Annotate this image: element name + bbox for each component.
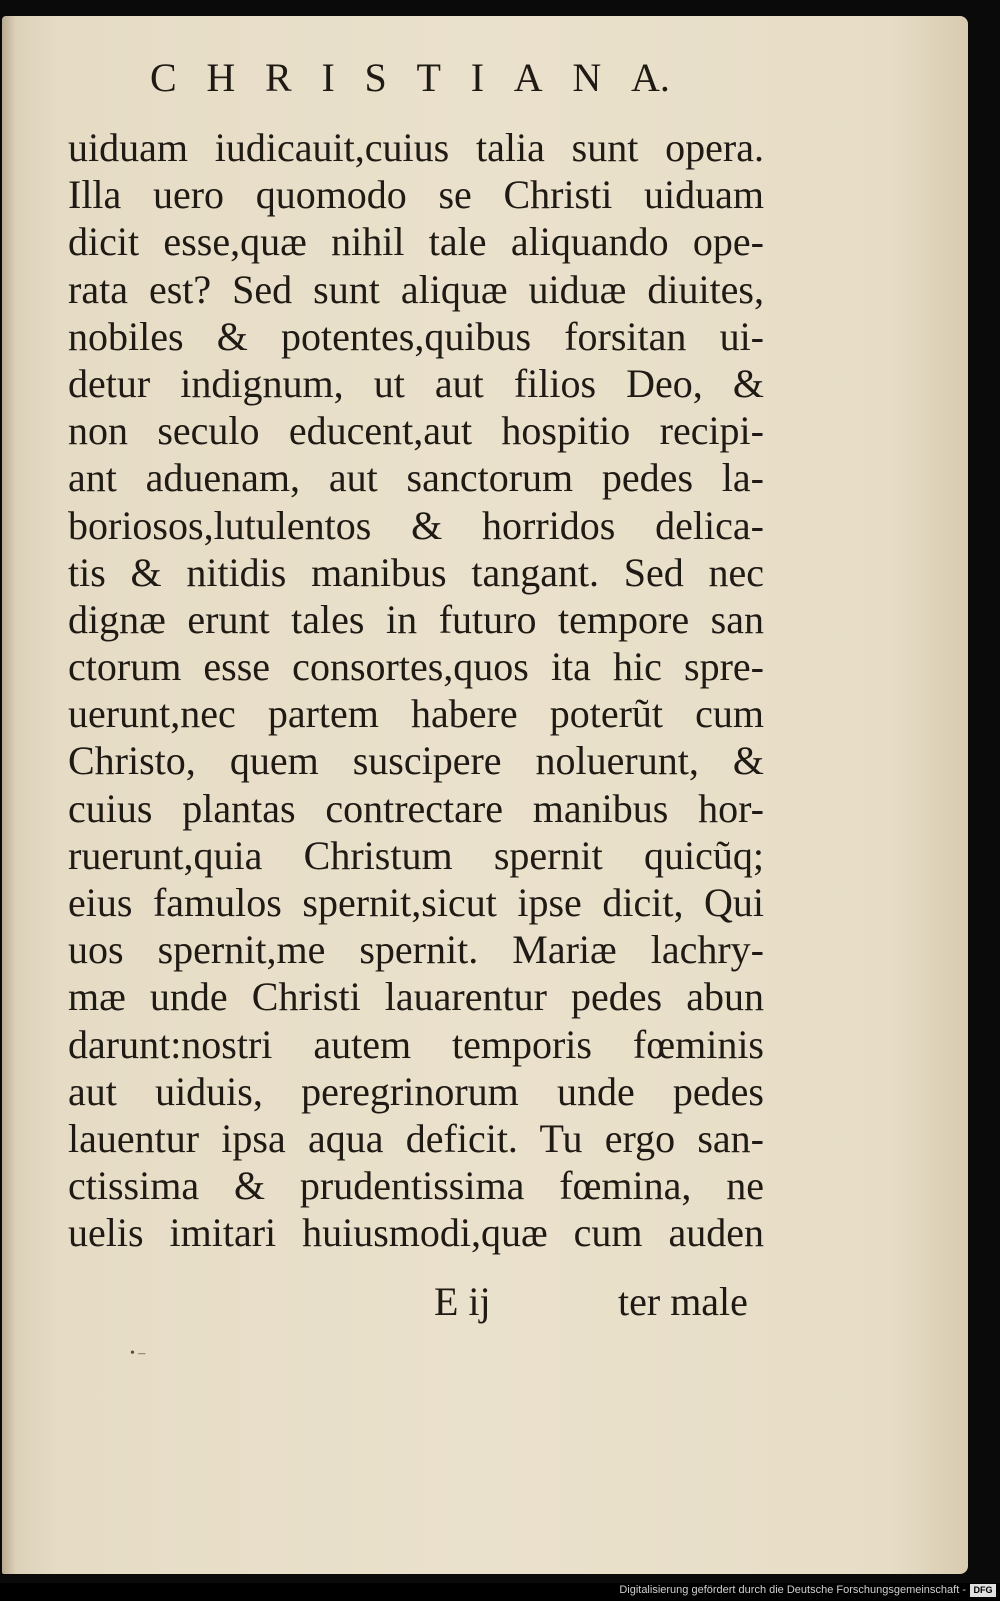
running-head-letter: A. xyxy=(631,55,670,100)
running-head-letter: C xyxy=(150,55,177,100)
running-head-letter: T xyxy=(416,55,441,100)
text-line: eius famulos spernit,sicut ipse dicit, Qui xyxy=(68,880,764,925)
text-line: darunt:nostri autem temporis fœminis xyxy=(68,1021,764,1067)
text-line: uos spernit,me spernit. Mariæ lachry- xyxy=(68,927,764,973)
running-head-letter: R xyxy=(265,55,292,100)
text-line: uelis imitari huiusmodi,quæ cum auden xyxy=(68,1210,764,1256)
text-line: lauentur ipsa aqua deficit. Tu ergo san- xyxy=(68,1115,764,1161)
text-line: nobiles & potentes,quibus forsitan ui- xyxy=(68,313,764,359)
running-head-letter: A xyxy=(513,55,543,100)
catch-line xyxy=(2,1278,1000,1328)
text-line: dicit esse,quæ nihil tale aliquando ope- xyxy=(68,219,764,265)
text-line: boriosos,lutulentos & horridos delica- xyxy=(68,502,764,548)
book-page xyxy=(2,16,968,1574)
text-line: Christo, quem suscipere noluerunt, & xyxy=(68,738,764,784)
text-line: Illa uero quomodo se Christi uiduam xyxy=(68,172,764,218)
running-head-letter: H xyxy=(206,55,236,100)
page-gutter-shadow xyxy=(2,16,16,1574)
text-line: uerunt,nec partem habere poterũt cum xyxy=(68,691,764,737)
running-head-letter: S xyxy=(364,55,387,100)
running-head xyxy=(150,54,670,101)
running-head-letter: I xyxy=(470,55,485,100)
digitization-credit: Digitalisierung gefördert durch die Deutsche Forschungsgemeinschaft - xyxy=(619,1584,966,1596)
text-line: detur indignum, ut aut filios Deo, & xyxy=(68,360,764,406)
text-line: dignæ erunt tales in futuro tempore san xyxy=(68,596,764,642)
text-line: non seculo educent,aut hospitio recipi- xyxy=(68,408,764,454)
text-line: tis & nitidis manibus tangant. Sed nec xyxy=(68,549,764,595)
signature-mark: E ij xyxy=(434,1279,491,1324)
text-line: ctissima & prudentissima fœmina, ne xyxy=(68,1163,764,1209)
text-line: ruerunt,quia Christum spernit quicũq; xyxy=(68,832,764,878)
text-line: mæ unde Christi lauarentur pedes abun xyxy=(68,974,764,1020)
running-head-letter: N xyxy=(572,55,602,100)
dfg-logo-icon: DFG xyxy=(970,1584,996,1597)
catchword: ter male xyxy=(618,1279,748,1324)
text-line: ctorum esse consortes,quos ita hic spre- xyxy=(68,644,764,690)
text-line: aut uiduis, peregrinorum unde pedes xyxy=(68,1068,764,1114)
text-line: rata est? Sed sunt aliquæ uiduæ diuites, xyxy=(68,266,764,312)
text-line: ant aduenam, aut sanctorum pedes la- xyxy=(68,455,764,501)
paper-speck-marks: • – xyxy=(130,1346,146,1361)
running-head-letter: I xyxy=(321,55,335,100)
text-line: uiduam iudicauit,cuius talia sunt opera. xyxy=(68,125,764,170)
text-line: cuius plantas contrectare manibus hor- xyxy=(68,785,764,831)
body-text xyxy=(68,124,764,1257)
